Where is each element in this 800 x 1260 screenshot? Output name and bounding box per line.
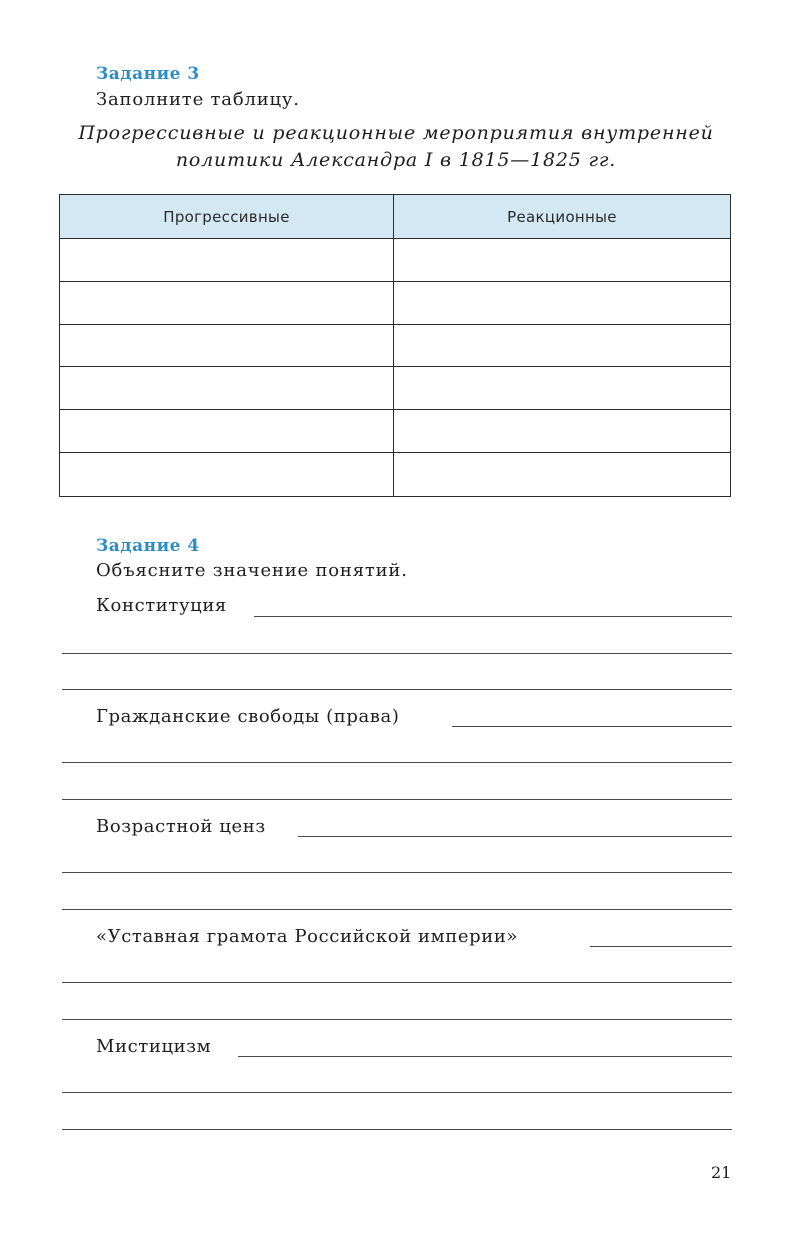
table-cell-progressive[interactable] — [60, 367, 394, 410]
table-cell-reactionary[interactable] — [394, 453, 730, 496]
answer-line[interactable] — [62, 762, 732, 763]
answer-line[interactable] — [238, 1056, 732, 1057]
answer-line[interactable] — [62, 653, 732, 654]
table-cell-progressive[interactable] — [60, 453, 394, 496]
answer-line[interactable] — [298, 836, 732, 837]
page-number: 21 — [711, 1163, 732, 1182]
term-label: Гражданские свободы (права) — [96, 706, 400, 727]
term-label: Возрастной ценз — [96, 816, 266, 837]
answer-line[interactable] — [62, 799, 732, 800]
table-cell-reactionary[interactable] — [394, 410, 730, 453]
term-label: Мистицизм — [96, 1036, 212, 1057]
answer-line[interactable] — [62, 1019, 732, 1020]
measures-table — [59, 194, 731, 497]
table-cell-reactionary[interactable] — [394, 367, 730, 410]
table-cell-reactionary[interactable] — [394, 282, 730, 325]
column-header-reactionary: Реакционные — [394, 195, 730, 239]
table-cell-progressive[interactable] — [60, 282, 394, 325]
task-3-title: Задание 3 — [96, 64, 200, 84]
answer-line[interactable] — [62, 689, 732, 690]
table-cell-progressive[interactable] — [60, 410, 394, 453]
table-caption-line-2: политики Александра I в 1815—1825 гг. — [175, 149, 617, 171]
term-label: «Уставная грамота Российской империи» — [96, 926, 519, 947]
task-3-instruction: Заполните таблицу. — [96, 89, 300, 110]
table-cell-progressive[interactable] — [60, 239, 394, 282]
term-label: Конституция — [96, 595, 227, 616]
answer-line[interactable] — [62, 982, 732, 983]
task-4-title: Задание 4 — [96, 536, 200, 556]
table-cell-reactionary[interactable] — [394, 239, 730, 282]
answer-line[interactable] — [62, 909, 732, 910]
answer-line[interactable] — [62, 1129, 732, 1130]
table-caption-line-1: Прогрессивные и реакционные мероприятия внутренней — [78, 122, 714, 144]
answer-line[interactable] — [62, 872, 732, 873]
column-header-progressive: Прогрессивные — [60, 195, 394, 239]
table-cell-reactionary[interactable] — [394, 325, 730, 368]
answer-line[interactable] — [590, 946, 732, 947]
answer-line[interactable] — [452, 726, 732, 727]
answer-line[interactable] — [62, 1092, 732, 1093]
table-cell-progressive[interactable] — [60, 325, 394, 368]
task-4-instruction: Объясните значение понятий. — [96, 560, 408, 581]
answer-line[interactable] — [254, 616, 732, 617]
